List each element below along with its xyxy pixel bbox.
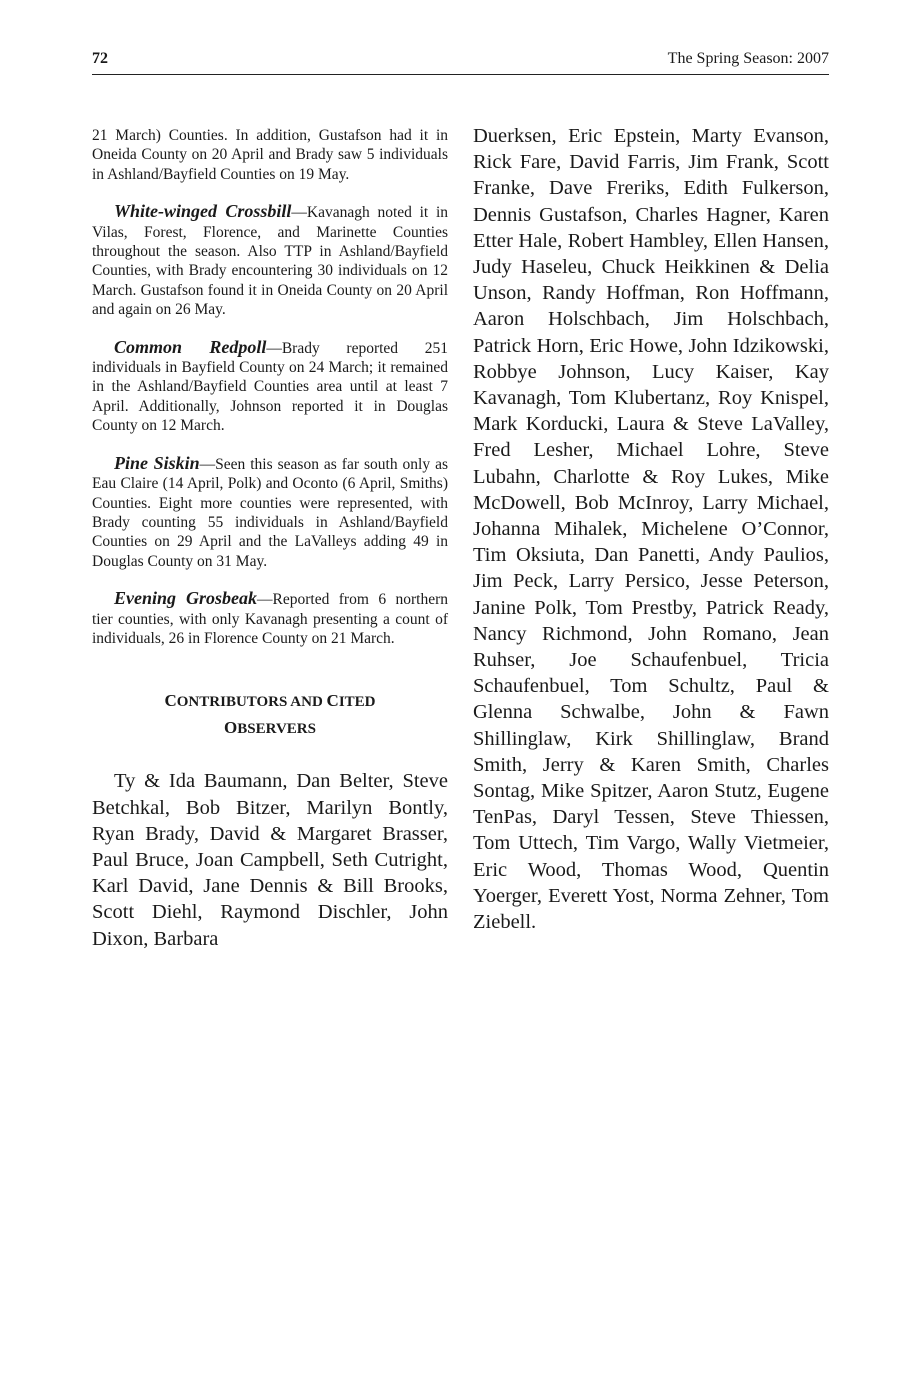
species-entry-evening-grosbeak xyxy=(92,589,448,648)
section-heading-line1: CONTRIBUTORS AND CITED xyxy=(164,691,376,711)
species-text: —Kavanagh noted it in Vilas, Forest, Florence, and Marinette Counties throughout the season. Also TTP in Ashland/Bayfield Counties, with Brady encountering 30 individuals on 12 March. Gustafson found it in Oneida County on 20 April and again on 26 May. xyxy=(92,204,448,319)
species-name: Common Redpoll xyxy=(114,336,267,357)
species-name: Pine Siskin xyxy=(114,452,200,473)
species-name: Evening Grosbeak xyxy=(114,588,258,609)
species-text: —Brady reported 251 individuals in Bayfield County on 24 March; it remained in the Ashland/Bayfield Counties area until at least 7 April. Additionally, Johnson reported it in Douglas County on 12 March. xyxy=(92,339,448,435)
species-entry-common-redpoll xyxy=(92,338,448,436)
running-title: The Spring Season: 2007 xyxy=(667,50,829,67)
species-entry-white-winged-crossbill xyxy=(92,202,448,319)
species-entry-pine-siskin xyxy=(92,454,448,571)
left-column xyxy=(92,126,448,952)
section-heading xyxy=(92,688,448,742)
right-column xyxy=(473,123,829,935)
page-header xyxy=(92,50,829,75)
section-heading-line2: OBSERVERS xyxy=(224,718,316,738)
species-name: White-winged Crossbill xyxy=(114,201,292,222)
species-text: —Seen this season as far south only as Eau Claire (14 April, Polk) and Oconto (6 April, Smiths) Counties. Eight more counties were represented, with Brady counting 55 individuals in Ashland/Bayfield Counties on 29 April and the LaValleys adding 49 in Douglas County on 31 May. xyxy=(92,455,448,570)
intro-paragraph: 21 March) Counties. In addition, Gustafson had it in Oneida County on 20 April and Brady saw 5 individuals in Ashland/Bayfield Counties on 19 May. xyxy=(92,127,448,183)
species-text: —Reported from 6 northern tier counties, with only Kavanagh presenting a count of individuals, 26 in Florence County on 21 March. xyxy=(92,591,448,647)
page-number: 72 xyxy=(92,50,108,67)
observers-list-start: Ty & Ida Baumann, Dan Belter, Steve Betchkal, Bob Bitzer, Marilyn Bontly, Ryan Brady, David & Margaret Brasser, Paul Bruce, Joan Campbell, Seth Cutright, Karl David, Jane Dennis & Bill Brooks, Scott Diehl, Raymond Dischler, John Dixon, Barbara xyxy=(92,770,448,950)
observers-list-continued: Duerksen, Eric Epstein, Marty Evanson, Rick Fare, David Farris, Jim Frank, Scott Franke, Dave Freriks, Edith Fulkerson, Dennis Gustafson, Charles Hagner, Karen Etter Hale, Robert Hambley, Ellen Hansen, Judy Haseleu, Chuck Heikkinen & Delia Unson, Randy Hoffman, Ron Hoffmann, Aaron Holschbach, Jim Holschbach, Patrick Horn, Eric Howe, John Idzikowski, Robbye Johnson, Lucy Kaiser, Kay Kavanagh, Tom Klubertanz, Roy Knispel, Mark Korducki, Laura & Steve LaValley, Fred Lesher, Michael Lohre, Steve Lubahn, Charlotte & Roy Lukes, Mike McDowell, Bob McInroy, Larry Michael, Johanna Mihalek, Michelene O’Connor, Tim Oksiuta, Dan Panetti, Andy Paulios, Jim Peck, Larry Persico, Jesse Peterson, Janine Polk, Tom Prestby, Patrick Ready, Nancy Richmond, John Romano, Jean Ruhser, Joe Schaufenbuel, Tricia Schaufenbuel, Tom Schultz, Paul & Glenna Schwalbe, John & Fawn Shillinglaw, Kirk Shillinglaw, Brand Smith, Jerry & Karen Smith, Charles Sontag, Mike Spitzer, Aaron Stutz, Eugene TenPas, Daryl Tessen, Steve Thiessen, Tom Uttech, Tim Vargo, Wally Vietmeier, Eric Wood, Thomas Wood, Quentin Yoerger, Everett Yost, Norma Zehner, Tom Ziebell. xyxy=(473,125,829,934)
